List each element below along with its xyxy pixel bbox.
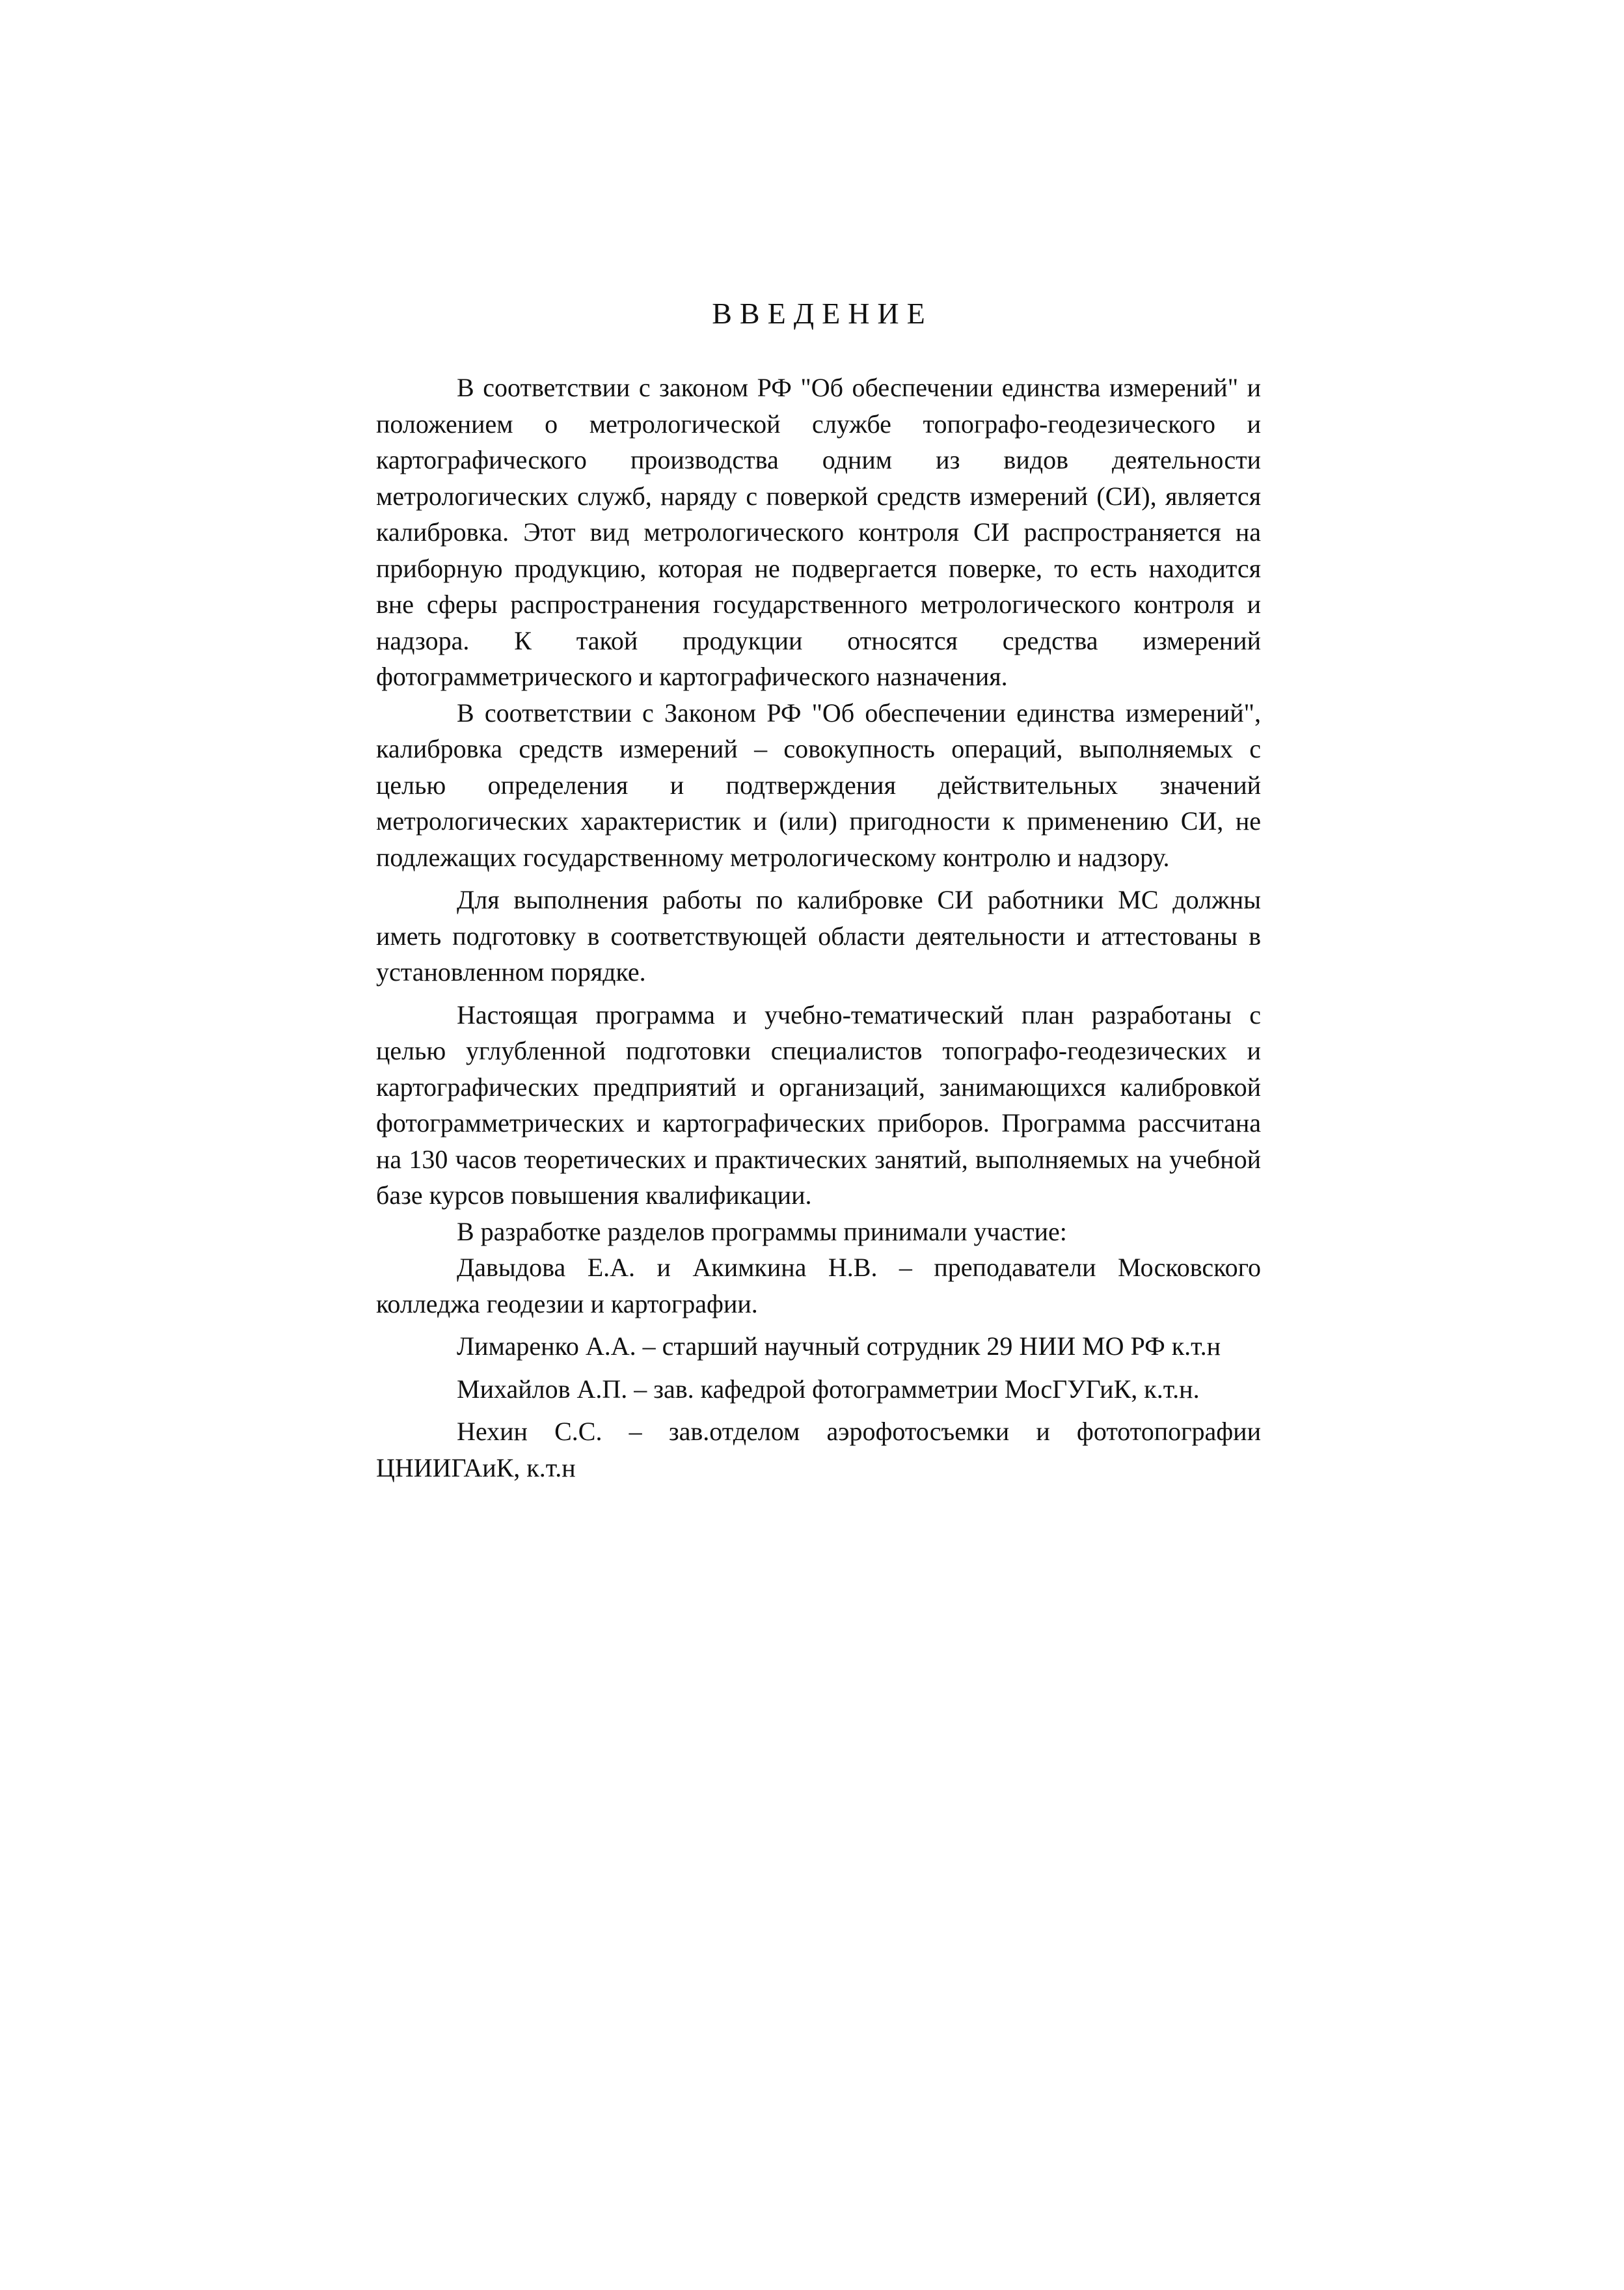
document-body [376, 296, 1261, 1486]
paragraph-calibration-definition: В соответствии с Законом РФ "Об обеспечении единства измерений", калибровка средств измерений – совокупность операций, выполняемых с целью определения и подтверждения действительных значений метрологических характеристик и (или) пригодности к применению СИ, не подлежащих государственному метрологическому контролю и надзору. [376, 698, 1261, 872]
page-title: ВВЕДЕНИЕ [712, 297, 933, 330]
contributor-limarenko: Лимаренко А.А. – старший научный сотрудник 29 НИИ МО РФ к.т.н [457, 1331, 1221, 1361]
paragraph-staff-requirements: Для выполнения работы по калибровке СИ работники МС должны иметь подготовку в соответствующей области деятельности и аттестованы в установленном порядке. [376, 885, 1261, 987]
contributor-davydova-akimkina: Давыдова Е.А. и Акимкина Н.В. – преподаватели Московского колледжа геодезии и картографии. [376, 1253, 1261, 1318]
paragraph-program-purpose: Настоящая программа и учебно-тематический план разработаны с целью углубленной подготовки специалистов топографо-геодезических и картографических предприятий и организаций, занимающихся калибровкой фотограмметрических и картографических приборов. Программа рассчитана на 130 часов теоретических и практических занятий, выполняемых на учебной базе курсов повышения квалификации. [376, 1000, 1261, 1210]
contributor-nekhin: Нехин С.С. – зав.отделом аэрофотосъемки и фототопографии ЦНИИГАиК, к.т.н [376, 1417, 1261, 1482]
paragraph-contributors-intro: В разработке разделов программы принимали участие: [457, 1216, 1067, 1246]
contributor-mikhailov: Михайлов А.П. – зав. кафедрой фотограмметрии МосГУГиК, к.т.н. [457, 1374, 1200, 1404]
paragraph-calibration-intro: В соответствии с законом РФ "Об обеспечении единства измерений" и положением о метрологической службе топографо-геодезического и картографического производства одним из видов деятельности метрологических служб, наряду с поверкой средств измерений (СИ), является калибровка. Этот вид метрологического контроля СИ распространяется на приборную продукцию, которая не подвергается поверке, то есть находится вне сферы распространения государственного метрологического контроля и надзора. К такой продукции относятся средства измерений фотограмметрического и картографического назначения. [376, 373, 1261, 691]
